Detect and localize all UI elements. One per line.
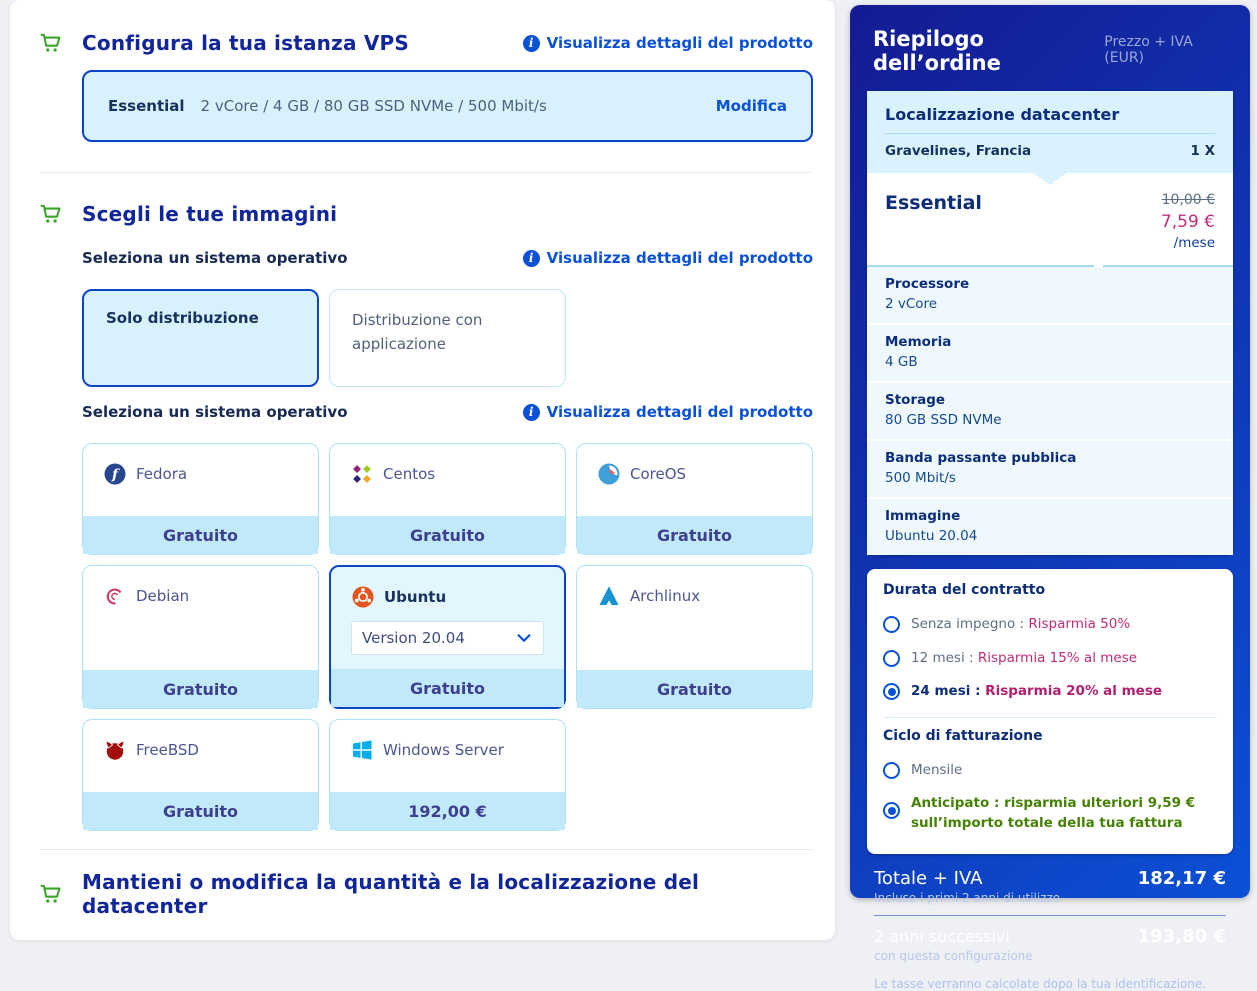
billing-option-anticipato[interactable]: Anticipato : risparmia ulteriori 9,59 € sull’importo totale della tua fattura	[883, 787, 1217, 840]
totals-divider	[874, 915, 1226, 916]
windows-logo-icon	[350, 738, 374, 762]
quantity-value: 1 X	[1190, 143, 1215, 159]
info-icon: i	[523, 404, 540, 421]
plan-name: Essential	[108, 97, 185, 115]
os-tile-coreos[interactable]	[576, 443, 813, 555]
next-period-label: 2 anni successivi	[874, 927, 1010, 947]
section-divider	[40, 172, 811, 173]
radio-button-selected[interactable]	[883, 683, 900, 700]
images-details-link-1-label: Visualizza dettagli del prodotto	[546, 249, 813, 267]
tax-note: Le tasse verranno calcolate dopo la tua identificazione.	[874, 977, 1207, 991]
ubuntu-logo-icon	[351, 585, 375, 609]
location-notch	[867, 173, 1233, 186]
contract-duration-heading: Durata del contratto	[883, 582, 1046, 598]
os-tile-price: Gratuito	[83, 670, 318, 708]
contract-option-24-mesi[interactable]: 24 mesi : Risparmia 20% al mese	[883, 675, 1217, 709]
os-tile-price: Gratuito	[330, 516, 565, 554]
distribution-tabs	[82, 289, 813, 387]
radio-button[interactable]	[883, 762, 900, 779]
info-icon: i	[523, 250, 540, 267]
chevron-down-icon	[515, 629, 533, 647]
options-divider	[883, 717, 1217, 718]
os-tile-fedora[interactable]	[82, 443, 319, 555]
datacenter-location-block	[867, 91, 1233, 173]
os-tile-label: Windows Server	[383, 741, 504, 759]
configure-details-link[interactable]	[523, 34, 813, 52]
spec-row-memoria: Memoria 4 GB	[867, 323, 1233, 381]
vps-configurator-panel	[10, 0, 835, 940]
os-tile-label: Ubuntu	[384, 588, 447, 606]
spec-row-storage: Storage 80 GB SSD NVMe	[867, 381, 1233, 439]
os-tile-label: CoreOS	[630, 465, 687, 483]
tab-label: Distribuzione con applicazione	[352, 311, 483, 353]
spec-list	[867, 267, 1233, 555]
os-tile-windows-server[interactable]	[329, 719, 566, 831]
fedora-logo-icon	[103, 462, 127, 486]
select-os-label-2: Seleziona un sistema operativo	[82, 403, 348, 421]
configure-details-link-label: Visualizza dettagli del prodotto	[546, 34, 813, 52]
os-tile-debian[interactable]	[82, 565, 319, 709]
configure-section-title: Configura la tua istanza VPS	[82, 31, 409, 55]
price-vat-note: Prezzo + IVA (EUR)	[1104, 34, 1193, 66]
os-tile-ubuntu[interactable]	[329, 565, 566, 709]
billing-cycle-heading: Ciclo di fatturazione	[883, 727, 1043, 744]
datacenter-section-header	[38, 870, 813, 918]
contract-billing-card	[867, 569, 1233, 854]
radio-button[interactable]	[883, 616, 900, 633]
order-summary-header	[873, 27, 1229, 75]
ubuntu-version-select[interactable]	[351, 621, 544, 655]
os-tile-price: Gratuito	[83, 516, 318, 554]
spec-row-banda: Banda passante pubblica 500 Mbit/s	[867, 439, 1233, 497]
total-label: Totale + IVA	[874, 868, 983, 890]
tab-solo-distribuzione[interactable]	[82, 289, 319, 387]
plan-price-row	[867, 186, 1233, 265]
tab-distribuzione-con-applicazione[interactable]	[329, 289, 566, 387]
coreos-logo-icon	[597, 462, 621, 486]
tab-label: Solo distribuzione	[106, 309, 259, 327]
os-tile-freebsd[interactable]	[82, 719, 319, 831]
next-period-subtext: con questa configurazione	[874, 949, 1033, 964]
contract-option-senza-impegno[interactable]: Senza impegno : Risparmia 50%	[883, 608, 1217, 642]
next-period-value: 193,80 €	[1137, 926, 1226, 948]
radio-button[interactable]	[883, 650, 900, 667]
cart-icon	[38, 30, 64, 56]
old-price: 10,00 €	[1161, 192, 1215, 208]
images-section-header	[38, 201, 813, 227]
os-tile-label: Fedora	[136, 465, 188, 483]
images-details-link-2[interactable]	[523, 403, 813, 421]
os-tile-label: Debian	[136, 587, 190, 605]
price-divider	[867, 265, 1233, 267]
cart-icon	[38, 881, 64, 907]
plan-edit-button[interactable]: Modifica	[715, 97, 787, 115]
os-tile-label: Archlinux	[630, 587, 701, 605]
summary-plan-name: Essential	[885, 192, 982, 214]
ubuntu-version-value: Version 20.04	[362, 629, 465, 647]
os-tile-price: Gratuito	[331, 669, 564, 707]
datacenter-location-value: Gravelines, Francia	[885, 143, 1032, 159]
os-tile-price: Gratuito	[83, 792, 318, 830]
centos-logo-icon	[350, 462, 374, 486]
spec-row-processore: Processore 2 vCore	[867, 267, 1233, 323]
datacenter-location-heading: Localizzazione datacenter	[885, 105, 1215, 134]
os-tile-label: Centos	[383, 465, 436, 483]
price-period: /mese	[1173, 235, 1215, 251]
os-tile-price: Gratuito	[577, 670, 812, 708]
total-value: 182,17 €	[1137, 868, 1226, 890]
selected-plan-bar	[82, 70, 813, 142]
total-subtext: Incluso i primi 2 anni di utilizzo	[874, 891, 1061, 906]
os-tile-archlinux[interactable]	[576, 565, 813, 709]
images-details-link-2-label: Visualizza dettagli del prodotto	[546, 403, 813, 421]
plan-specs: 2 vCore / 4 GB / 80 GB SSD NVMe / 500 Mbit/s	[200, 97, 547, 115]
images-section-title: Scegli le tue immagini	[82, 202, 338, 226]
spec-row-immagine: Immagine Ubuntu 20.04	[867, 497, 1233, 555]
debian-logo-icon	[103, 584, 127, 608]
os-tile-grid	[82, 443, 813, 831]
section-divider	[40, 849, 811, 850]
order-item-card	[867, 91, 1233, 555]
order-summary-panel	[850, 5, 1250, 991]
select-os-row-1	[82, 249, 813, 267]
cart-icon	[38, 201, 64, 227]
archlinux-logo-icon	[597, 584, 621, 608]
totals-block	[867, 854, 1233, 991]
info-icon: i	[523, 35, 540, 52]
os-tile-price: Gratuito	[577, 516, 812, 554]
configure-section-header	[38, 30, 813, 56]
order-summary-title: Riepilogo dell’ordine	[873, 27, 1001, 75]
current-price: 7,59 €	[1160, 212, 1215, 232]
contract-option-12-mesi[interactable]: 12 mesi : Risparmia 15% al mese	[883, 642, 1217, 676]
svg-text:f: f	[111, 467, 119, 483]
images-details-link-1[interactable]	[523, 249, 813, 267]
radio-button-selected[interactable]	[883, 802, 900, 819]
os-tile-price: 192,00 €	[330, 792, 565, 830]
os-tile-label: FreeBSD	[136, 741, 199, 759]
select-os-row-2	[82, 403, 813, 421]
datacenter-section-title: Mantieni o modifica la quantità e la localizzazione del datacenter	[82, 870, 700, 918]
select-os-label: Seleziona un sistema operativo	[82, 249, 348, 267]
freebsd-logo-icon	[103, 738, 127, 762]
os-tile-centos[interactable]	[329, 443, 566, 555]
billing-option-mensile[interactable]: Mensile	[883, 754, 1217, 788]
